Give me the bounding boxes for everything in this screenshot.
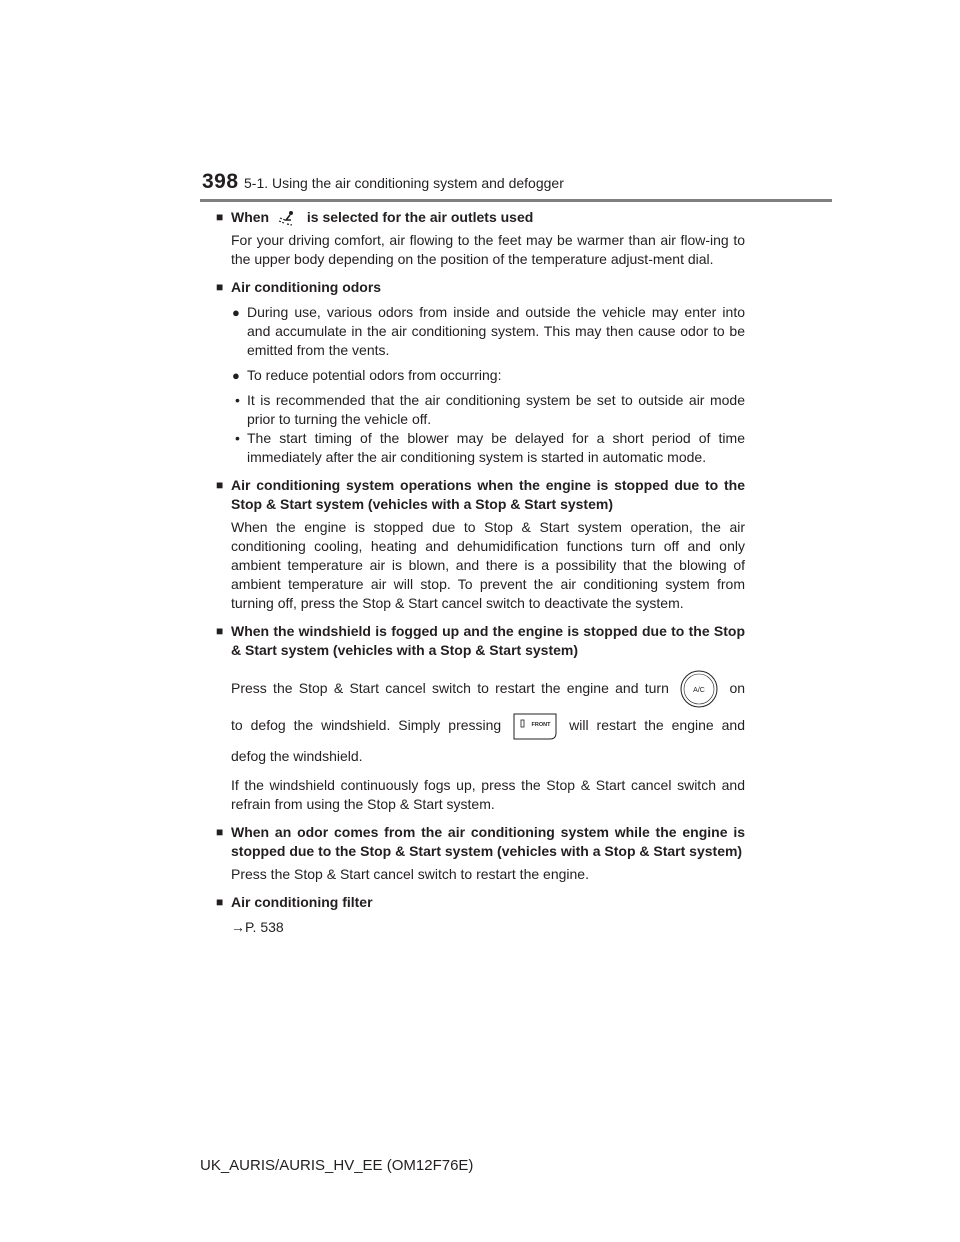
section-heading-stop-start-ac: ■ Air conditioning system operations when the engine is stopped due to the Stop & Start system (vehicles with a Stop & Start system) [216,477,745,512]
feet-vent-icon [277,210,299,226]
sub-bullet-icon: • [235,392,240,408]
fogged-line-3: defog the windshield. [231,748,363,765]
square-bullet-icon: ■ [216,895,224,910]
odors-sub-1: • It is recommended that the air conditioning system be set to outside air mode prior to turning the vehicle off. [235,392,745,427]
square-bullet-icon: ■ [216,210,224,224]
round-bullet-icon: ● [232,368,240,383]
square-bullet-icon: ■ [216,478,224,492]
section-heading-filter: ■ Air conditioning filter [216,894,373,911]
ac-label: A/C [693,687,705,695]
odors-sub-2: • The start timing of the blower may be delayed for a short period of time immediately after the air conditioning system is started in automatic mode. [235,430,745,465]
page-content [215,208,745,937]
section-heading-odor-stopped: ■ When an odor comes from the air conditioning system while the engine is stopped due to the Stop & Start system (vehicles with a Stop & Start system) [216,824,745,860]
sub-bullet-icon: • [235,430,240,446]
filter-page-reference[interactable]: →P. 538 [231,919,284,936]
odor-stopped-body: Press the Stop & Start cancel switch to restart the engine. [231,866,589,883]
odors-bullet-2: ● To reduce potential odors from occurring: [232,367,502,383]
section-heading-fogged: ■ When the windshield is fogged up and the engine is stopped due to the Stop & Start system (vehicles with a Stop & Start system) [216,623,745,658]
front-defogger-button-icon [513,713,557,741]
page-header [200,170,832,204]
header-rule [200,199,832,202]
fogged-line-2: to defog the windshield. Simply pressing FRONT will restart the engine and [215,709,745,741]
stop-start-ac-body: When the engine is stopped due to Stop & Start system operation, the air conditioning cooling, heating and dehumidification functions turn off and only ambient temperature air is blown, and there is a possibility that the blowing of ambient temperature air will stop. To prevent the air conditioning system from turning off, press the Stop & Start cancel switch to deactivate the system. [231,519,745,611]
front-label: FRONT [531,721,551,728]
odors-bullet-1: ● During use, various odors from inside and outside the vehicle may enter into and accumulate in the air conditioning system. This may then cause odor to be emitted from the vents. [232,304,745,358]
section-heading-outlets: ■ When is selected for the air outlets used [216,209,534,225]
page-number: 398 [202,170,239,193]
square-bullet-icon: ■ [216,624,224,638]
section-heading-odors: ■ Air conditioning odors [216,279,382,295]
fogged-body-2: If the windshield continuously fogs up, press the Stop & Start cancel switch and refrain from using the Stop & Start system. [231,777,745,813]
square-bullet-icon: ■ [216,280,224,294]
footer-document-code: UK_AURIS/AURIS_HV_EE (OM12F76E) [200,1157,474,1174]
fogged-line-1: Press the Stop & Start cancel switch to restart the engine and turn A/C on [215,668,745,709]
square-bullet-icon: ■ [216,825,224,840]
ac-dial-icon [679,669,719,709]
arrow-icon: → [231,919,245,936]
outlets-body: For your driving comfort, air flowing to the feet may be warmer than air flow-ing to the upper body depending on the position of the temperature adjust-ment dial. [231,232,745,267]
round-bullet-icon: ● [232,305,240,320]
chapter-title: 5-1. Using the air conditioning system and defogger [244,175,564,191]
